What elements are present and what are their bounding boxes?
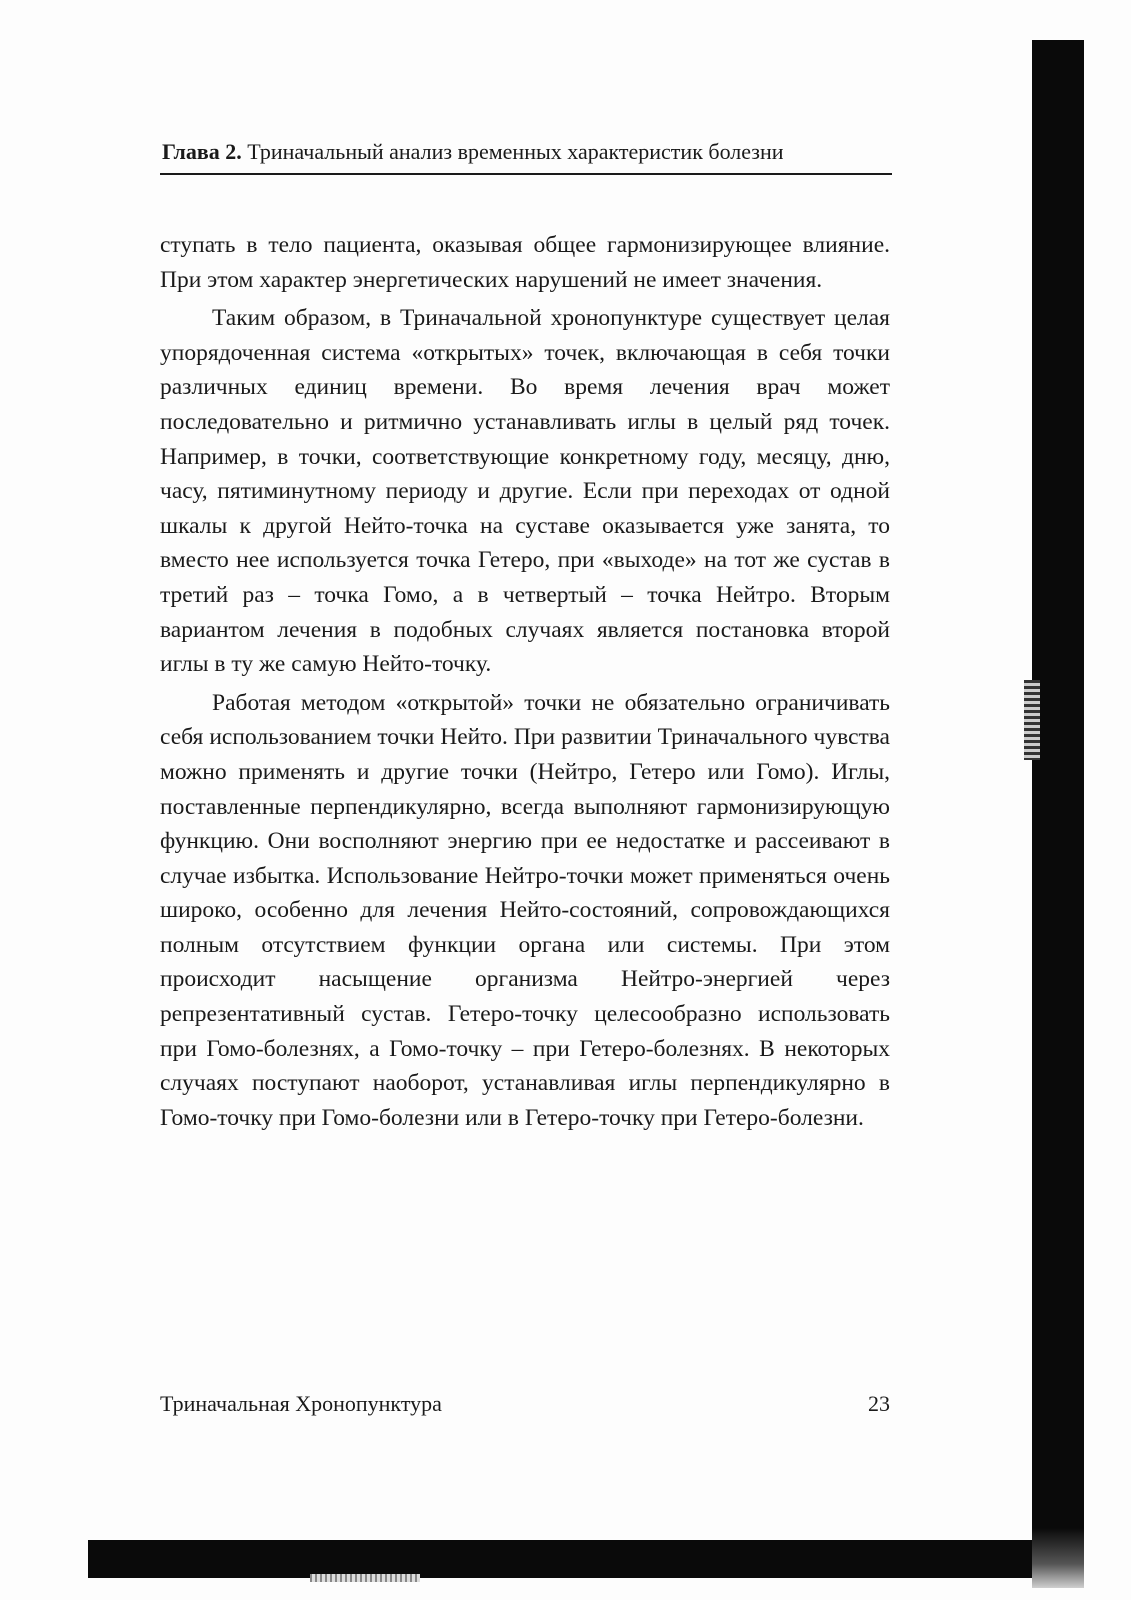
paragraph: Таким образом, в Триначальной хронопунктуре существует целая упорядоченная система «открытых» точек, включающая в себя точки различных единиц времени. Во время лечения врач может последовательно и ритмично устанавливать иглы в целый ряд точек. Например, в точки, соответствующие конкретному году, месяцу, дню, часу, пятиминутному периоду и другие. Если при переходах от одной шкалы к другой Нейто-точка на суставе оказывается уже занята, то вместо нее используется точка Гетеро, при «выходе» на тот же сустав в третий раз – точка Гомо, а в четвертый – точка Нейтро. Вторым вариантом лечения в подобных случаях является постановка второй иглы в ту же самую Нейто-точку. (160, 305, 890, 678)
paragraph: Работая методом «открытой» точки не обязательно ограничивать себя использованием точки Нейто. При развитии Триначального чувства можно применять и другие точки (Нейтро, Гетеро или Гомо). Иглы, поставленные перпендикулярно, всегда выполняют гармонизирующую функцию. Они восполняют энергию при ее недостатке и рассеивают в случае избытка. Использование Нейтро-точки может применяться очень широко, особенно для лечения Нейто-состояний, сопровождающихся полным отсутствием функции органа или системы. При этом происходит насыщение организма Нейтро-энергией через репрезентативный сустав. Гетеро-точку целесообразно использовать при Гомо-болезнях, а Гомо-точку – при Гетеро-болезнях. В некоторых случаях поступают наоборот, устанавливая иглы перпендикулярно в Гомо-точку при Гомо-болезни или в Гетеро-точку при Гетеро-болезни. (160, 689, 890, 1131)
running-footer (160, 1390, 890, 1418)
scan-shadow-right-edge (1032, 40, 1084, 1530)
footer-book-title: Триначальная Хронопунктура (160, 1391, 442, 1416)
running-header (162, 138, 890, 166)
chapter-title: Триначальный анализ временных характеристик болезни (247, 139, 784, 164)
chapter-number: Глава 2. (162, 139, 242, 164)
paragraph-continuation: ступать в тело пациента, оказывая общее гармонизирующее влияние. При этом характер энергетических нарушений не имеет значения. (160, 232, 890, 293)
body-text (160, 228, 890, 1135)
scan-artifact-bottom (310, 1574, 420, 1582)
scan-artifact-notch (1024, 680, 1040, 760)
scan-shadow-bottom-edge (88, 1540, 1084, 1578)
header-rule (160, 173, 892, 175)
scan-shadow-corner (1032, 1528, 1084, 1588)
page-number: 23 (868, 1391, 890, 1416)
